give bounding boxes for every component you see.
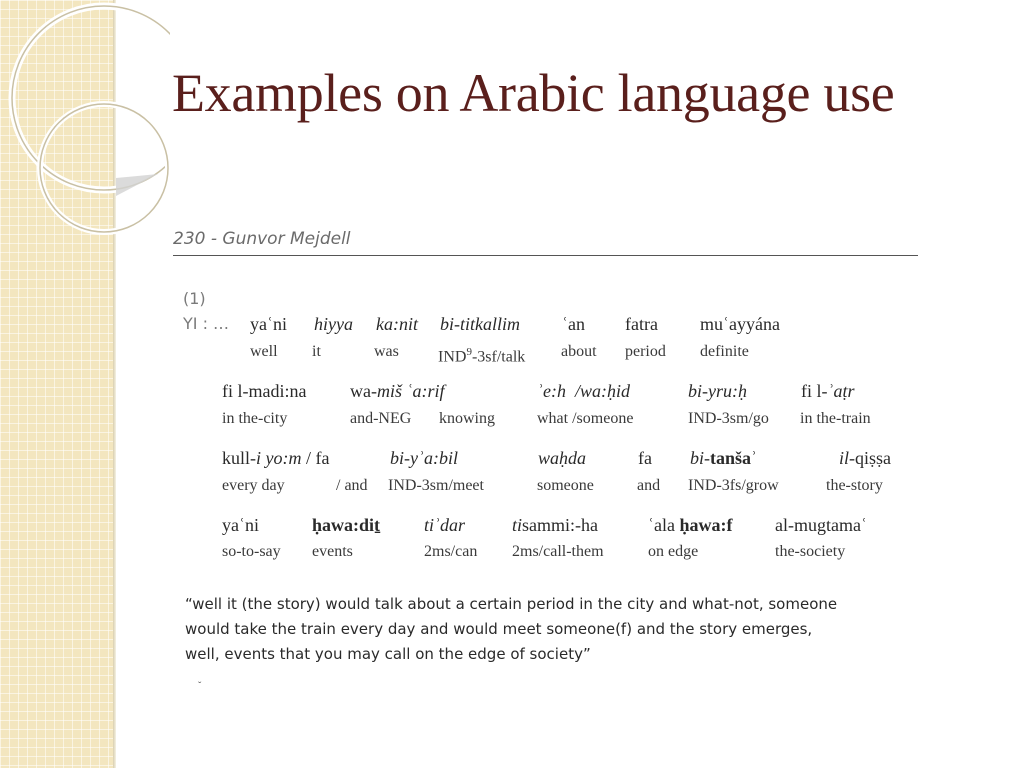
free-translation — [185, 592, 930, 667]
gloss: in the-city — [222, 410, 288, 427]
example-number: (1) — [183, 289, 206, 308]
translation-line: well, events that you may call on the edge of society” — [185, 645, 591, 663]
gloss: / and — [336, 477, 368, 494]
word: fatra — [625, 314, 658, 334]
gloss: 2ms/can — [424, 543, 478, 560]
word: ʿan — [562, 314, 585, 334]
gloss: was — [374, 343, 399, 360]
gloss: what /someone — [537, 410, 634, 427]
gloss: well — [250, 343, 278, 360]
gloss: knowing — [439, 410, 495, 427]
word: bi-yru:ḥ — [688, 381, 747, 401]
word: waḥda — [538, 448, 587, 468]
word: yaʿni — [222, 515, 259, 535]
gloss: IND-3fs/grow — [688, 477, 779, 494]
gloss: and — [637, 477, 661, 494]
word: wa-miš ʿa:rif — [350, 381, 445, 401]
gloss: IND$^9$-3sf/talk — [438, 346, 526, 366]
document-header: 230 - Gunvor Mejdell — [173, 229, 351, 249]
gloss: IND-3sm/meet — [388, 477, 484, 494]
decorative-ring-icon — [0, 0, 170, 260]
translation-line: “well it (the story) would talk about a certain period in the city and what-not, someone — [185, 595, 838, 613]
gloss: and-NEG — [350, 410, 412, 427]
translation-line: would take the train every day and would meet someone(f) and the story emerges, — [185, 620, 813, 638]
word: hiyya — [314, 314, 353, 334]
word: bi-yʾa:bil — [390, 448, 458, 468]
gloss: the-society — [775, 543, 846, 560]
gloss: so-to-say — [222, 543, 281, 560]
gloss: it — [312, 343, 321, 360]
gloss: events — [312, 543, 353, 560]
word: ḥawa:diṯ — [312, 515, 381, 535]
gloss: definite — [700, 343, 749, 360]
gloss: period — [625, 343, 666, 360]
word: ʾe:h /wa:ḥid — [537, 381, 630, 401]
word: fi l-madi:na — [222, 381, 307, 401]
stray-mark: ˇ — [198, 681, 202, 692]
word: tisammi:-ha — [512, 515, 598, 535]
word: bi-titkallim — [440, 314, 520, 334]
word: fi l-ʾaṭr — [801, 381, 855, 401]
word: tiʾdar — [424, 515, 466, 535]
gloss: about — [561, 343, 597, 360]
word: ka:nit — [376, 314, 418, 334]
scanned-document — [160, 215, 940, 715]
word: il-qiṣṣa — [839, 448, 891, 468]
word: bi-tanšaʾ — [690, 448, 758, 468]
gloss: on edge — [648, 543, 699, 560]
gloss: the-story — [826, 477, 883, 494]
word: fa — [638, 448, 652, 468]
gloss: 2ms/call-them — [512, 543, 604, 560]
word: yaʿni — [250, 314, 288, 334]
word: ʿala ḥawa:f — [648, 515, 733, 535]
word: kull-i yo:m / fa — [222, 448, 330, 468]
word: al-mugtamaʿ — [775, 515, 867, 535]
gloss: someone — [537, 477, 594, 494]
header-rule — [173, 255, 918, 256]
gloss: in the-train — [800, 410, 871, 427]
word: muʿayyána — [700, 314, 780, 334]
page-title: Examples on Arabic language use — [172, 63, 895, 123]
gloss: IND-3sm/go — [688, 410, 769, 427]
speaker-label: YI : … — [183, 314, 230, 333]
gloss: every day — [222, 477, 285, 494]
